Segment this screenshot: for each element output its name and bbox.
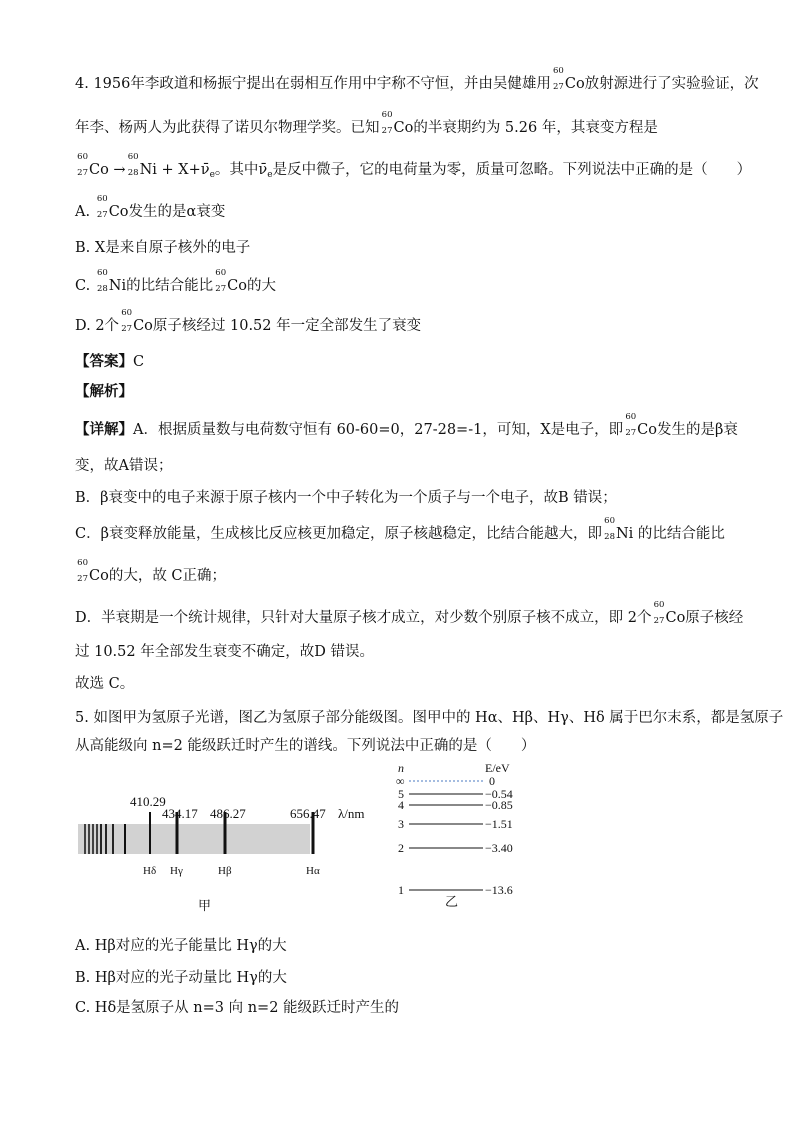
q4-option-b: B. X是来自原子核外的电子 [75, 240, 251, 256]
co60-nuclide: 60 27 [121, 307, 133, 334]
q5-option-c: C. Hδ是氢原子从 n=3 向 n=2 能级跃迁时产生的 [75, 1000, 400, 1016]
q4-option-a: A. 60 27 Co发生的是α衰变 [75, 193, 226, 220]
wavelength-410: 410.29 [130, 794, 166, 809]
detail-c-line1: C．β衰变释放能量，生成核比反应核更加稳定，原子核越稳定，比结合能越大，即 60 28 Ni 的比结合能比 [75, 515, 725, 542]
q4-line2: 年李、杨两人为此获得了诺贝尔物理学奖。已知 60 27 Co的半衰期约为 5.26 年，其衰变方程是 [75, 109, 658, 136]
n-header: n [398, 761, 404, 775]
co60-nuclide: 60 27 [96, 193, 108, 220]
co60-nuclide: 60 27 [653, 599, 665, 626]
svg-text:2: 2 [398, 841, 404, 855]
svg-text:5: 5 [398, 787, 404, 801]
svg-text:0: 0 [489, 774, 495, 788]
detail-d-line2: 过 10.52 年全部发生衰变不确定，故D 错误。 [75, 644, 374, 660]
hydrogen-spectrum-figure [70, 760, 370, 920]
ni60-nuclide: 60 28 [127, 151, 139, 178]
q5-line1: 5. 如图甲为氢原子光谱，图乙为氢原子部分能级图。图甲中的 Hα、Hβ、Hγ、Hδ 属于巴尔末系，都是氢原子 [75, 710, 784, 726]
co60-nuclide: 60 27 [553, 65, 564, 92]
wavelength-434: 434.17 [162, 806, 198, 821]
svg-text:−3.40: −3.40 [485, 841, 513, 855]
answer: 【答案】C [75, 353, 145, 370]
label-h-gamma: Hγ [170, 865, 183, 877]
svg-text:−1.51: −1.51 [485, 817, 513, 831]
ni60-nuclide: 60 28 [96, 267, 108, 294]
q4-line1: 4. 1956年李政道和杨振宁提出在弱相互作用中宇称不守恒，并由吴健雄用 60 27 Co放射源进行了实验验证，次 [75, 65, 759, 92]
detail-d-line1: D．半衰期是一个统计规律，只针对大量原子核才成立，对少数个别原子核不成立，即 2个 60 27 Co原子核经 [75, 599, 744, 626]
detail-b: B．β衰变中的电子来源于原子核内一个中子转化为一个质子与一个电子，故B 错误； [75, 490, 617, 506]
co60-nuclide: 60 27 [215, 267, 227, 294]
q4-option-d: D. 2个 60 27 Co原子核经过 10.52 年一定全部发生了衰变 [75, 307, 422, 334]
q5-option-b: B. Hβ对应的光子动量比 Hγ的大 [75, 970, 287, 986]
detail-conclusion: 故选 C。 [75, 676, 135, 692]
ni60-nuclide: 60 28 [604, 515, 615, 542]
energy-header: E/eV [485, 761, 510, 775]
svg-text:1: 1 [398, 883, 404, 897]
label-h-beta: Hβ [218, 865, 232, 877]
detail-a-line2: 变，故A错误； [75, 458, 173, 474]
svg-text:−0.85: −0.85 [485, 798, 513, 812]
figure-caption-jia: 甲 [198, 898, 212, 913]
q4-option-c: C. 60 28 Ni的比结合能比 60 27 Co的大 [75, 267, 276, 294]
wavelength-unit: λ/nm [338, 806, 365, 821]
label-h-delta: Hδ [143, 865, 157, 877]
svg-text:3: 3 [398, 817, 404, 831]
label-h-alpha: Hα [306, 865, 320, 877]
svg-text:4: 4 [398, 798, 404, 812]
co60-nuclide: 60 27 [77, 151, 88, 178]
svg-text:−13.6: −13.6 [485, 883, 513, 897]
svg-text:∞: ∞ [396, 774, 405, 788]
energy-level-diagram [395, 760, 555, 910]
wavelength-656: 656.47 [290, 806, 326, 821]
detail-c-line2: 60 27 Co的大，故 C正确； [75, 564, 226, 585]
q4-decay-equation: 60 27 Co → 60 28 $Ni + X+\nū_e$。其中$\nū_e$是反中微子，它的电荷量为零，质量可忽略。下列说法中正确的是（ ） [75, 158, 751, 180]
co60-nuclide: 60 27 [77, 557, 88, 584]
q5-option-a: A. Hβ对应的光子能量比 Hγ的大 [75, 938, 287, 954]
q5-line2: 从高能级向 n=2 能级跃迁时产生的谱线。下列说法中正确的是（ ） [75, 738, 536, 754]
wavelength-486: 486.27 [210, 806, 246, 821]
co60-nuclide: 60 27 [625, 411, 637, 438]
co60-nuclide: 60 27 [381, 109, 393, 136]
svg-text:−0.54: −0.54 [485, 787, 513, 801]
detail-a-line1: 【详解】A．根据质量数与电荷数守恒有 60-60=0，27-28=-1，可知，X是电子，即 60 27 Co发生的是β衰 [75, 411, 738, 438]
figure-caption-yi: 乙 [445, 894, 459, 909]
analysis-label: 【解析】 [75, 383, 133, 400]
